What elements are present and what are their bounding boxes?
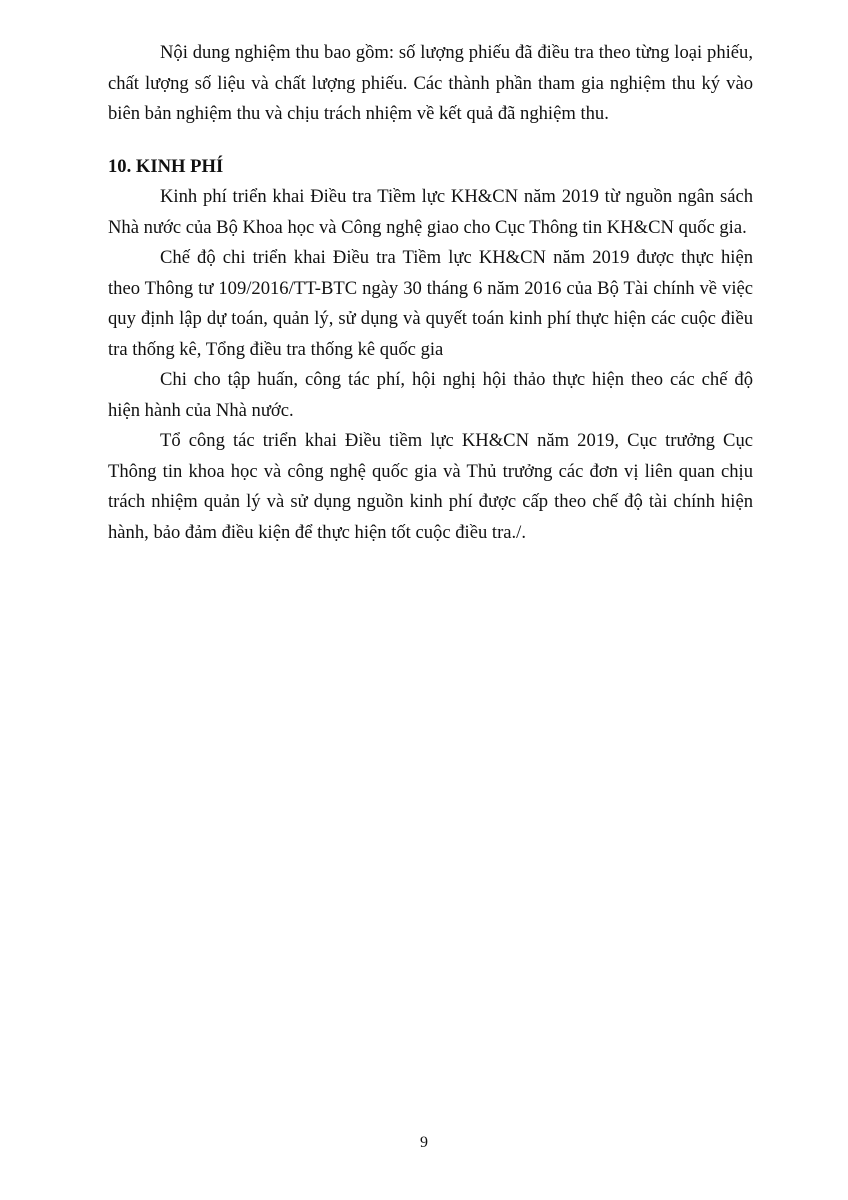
paragraph-funding-source: Kinh phí triển khai Điều tra Tiềm lực KH&CN năm 2019 từ nguồn ngân sách Nhà nước của Bộ Khoa học và Công nghệ giao cho Cục Thông tin KH&CN quốc gia. <box>108 186 753 238</box>
paragraph-training-costs: Chi cho tập huấn, công tác phí, hội nghị hội thảo thực hiện theo các chế độ hiện hành của Nhà nước. <box>108 369 753 421</box>
paragraph-spending-regime: Chế độ chi triển khai Điều tra Tiềm lực KH&CN năm 2019 được thực hiện theo Thông tư 109/2016/TT-BTC ngày 30 tháng 6 năm 2016 của Bộ Tài chính về việc quy định lập dự toán, quản lý, sử dụng và quyết toán kinh phí thực hiện các cuộc điều tra thống kê, Tổng điều tra thống kê quốc gia <box>108 247 753 360</box>
intro-paragraph: Nội dung nghiệm thu bao gồm: số lượng phiếu đã điều tra theo từng loại phiếu, chất lượng số liệu và chất lượng phiếu. Các thành phần tham gia nghiệm thu ký vào biên bản nghiệm thu và chịu trách nhiệm về kết quả đã nghiệm thu. <box>108 42 753 124</box>
paragraph-responsibility: Tổ công tác triển khai Điều tiềm lực KH&CN năm 2019, Cục trưởng Cục Thông tin khoa học và công nghệ quốc gia và Thủ trưởng các đơn vị liên quan chịu trách nhiệm quản lý và sử dụng nguồn kinh phí được cấp theo chế độ tài chính hiện hành, bảo đảm điều kiện để thực hiện tốt cuộc điều tra./. <box>108 430 753 543</box>
page-number: 9 <box>420 1134 428 1151</box>
document-body <box>108 38 753 548</box>
section-heading: 10. KINH PHÍ <box>108 155 224 177</box>
